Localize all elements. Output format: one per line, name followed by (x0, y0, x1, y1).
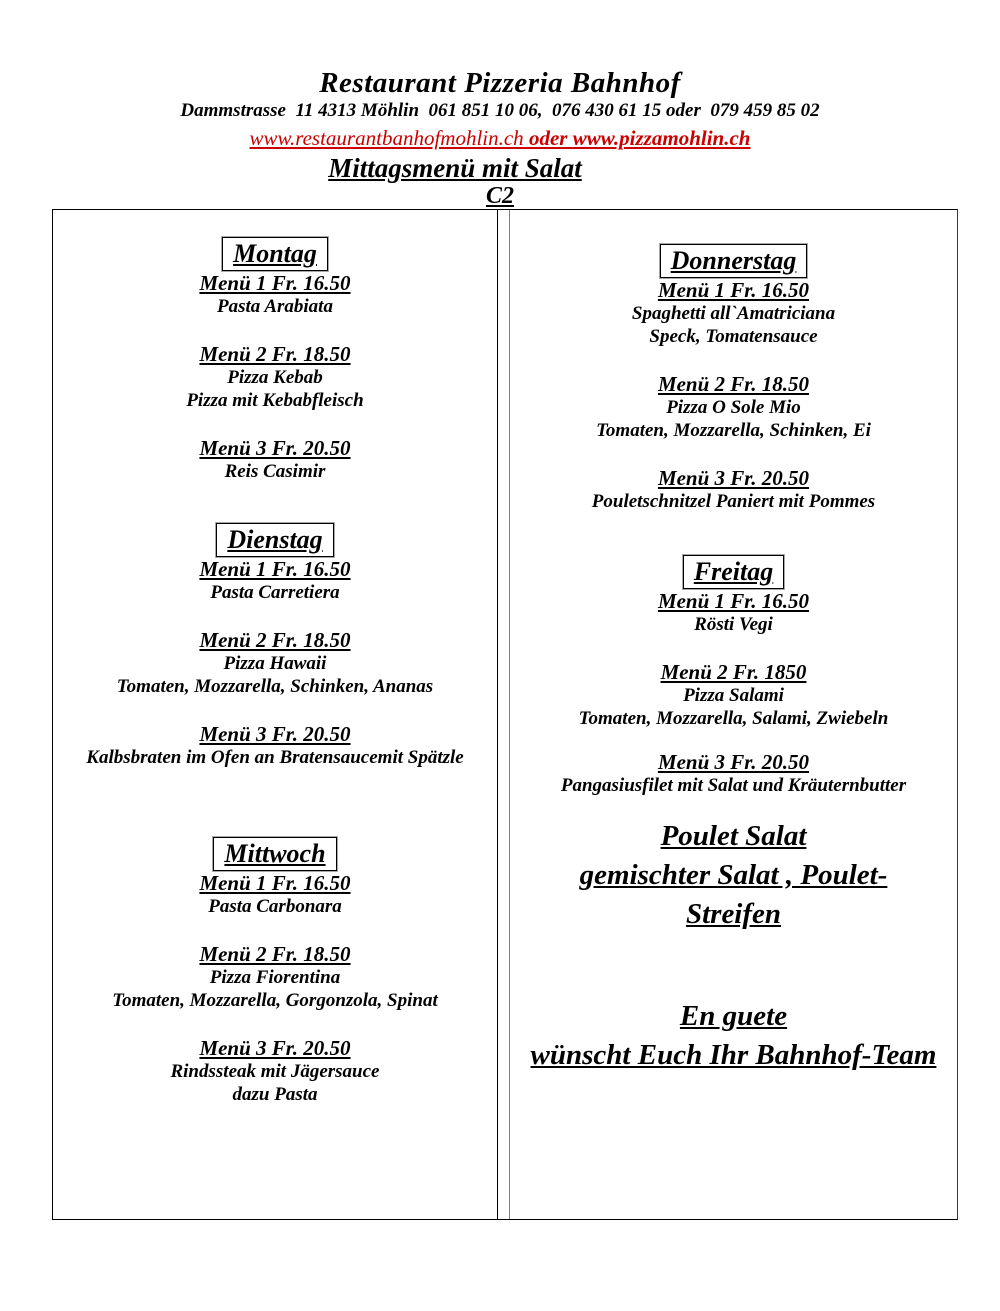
farewell-section (510, 997, 957, 1075)
menu-price-label: Menü 2 Fr. 18.50 (657, 372, 810, 396)
left-column (53, 210, 498, 1219)
dish-line: Tomaten, Mozzarella, Salami, Zwiebeln (578, 708, 889, 729)
farewell-greeting: En guete (679, 1000, 788, 1032)
day-heading-mittwoch: Mittwoch (213, 837, 336, 871)
menu-item (510, 589, 957, 636)
dish-line: Pizza Salami (683, 685, 784, 706)
poulet-salat-title: Poulet Salat (660, 820, 807, 852)
right-column (509, 210, 957, 1219)
menu-item (510, 660, 957, 730)
menu-code: C2 (485, 183, 514, 209)
dish-line: Kalbsbraten im Ofen an Bratensaucemit Spätzle (86, 747, 464, 768)
website-line (0, 124, 1000, 152)
menu-item (53, 628, 497, 698)
menu-price-label: Menü 3 Fr. 20.50 (657, 750, 810, 774)
day-section-freitag (510, 555, 957, 797)
dish-line: Pizza Hawaii (223, 653, 327, 674)
dish-line: Reis Casimir (224, 461, 326, 482)
poulet-salat-section (510, 817, 957, 934)
menu-item (510, 372, 957, 442)
dish-line: Pasta Carbonara (208, 896, 342, 917)
address-line: Dammstrasse 11 4313 Möhlin 061 851 10 06, 076 430 61 15 oder 079 459 85 02 (180, 100, 820, 121)
menu-price-label: Menü 1 Fr. 16.50 (199, 271, 351, 295)
day-section-donnerstag (510, 244, 957, 513)
menu-price-label: Menü 3 Fr. 20.50 (657, 466, 810, 490)
menu-price-label: Menü 2 Fr. 1850 (660, 660, 807, 684)
menu-price-label: Menü 2 Fr. 18.50 (199, 342, 351, 366)
day-heading-montag: Montag (222, 237, 328, 271)
dish-line: Rösti Vegi (694, 614, 773, 635)
menu-price-label: Menü 2 Fr. 18.50 (199, 942, 351, 966)
menu-price-label: Menü 3 Fr. 20.50 (199, 436, 351, 460)
menu-item (53, 1036, 497, 1106)
menu-price-label: Menü 3 Fr. 20.50 (199, 1036, 351, 1060)
menu-price-label: Menü 1 Fr. 16.50 (657, 278, 810, 302)
dish-line: Pizza Fiorentina (209, 967, 341, 988)
restaurant-title: Restaurant Pizzeria Bahnhof (319, 67, 681, 99)
dish-line: dazu Pasta (232, 1084, 318, 1105)
page-header (0, 0, 1000, 209)
farewell-signature: wünscht Euch Ihr Bahnhof-Team (530, 1039, 937, 1071)
website-link-2[interactable]: www.pizzamohlin.ch (572, 126, 751, 150)
website-link-1[interactable]: www.restaurantbanhofmohlin.ch (249, 126, 524, 150)
menu-item (510, 466, 957, 513)
dish-line: Pizza Kebab (227, 367, 323, 388)
poulet-salat-desc-line: gemischter Salat , Poulet- (579, 859, 888, 891)
menu-item (53, 436, 497, 483)
menu-item (510, 750, 957, 797)
day-section-mittwoch (53, 837, 497, 1106)
menu-price-label: Menü 1 Fr. 16.50 (657, 589, 810, 613)
dish-line: Tomaten, Mozzarella, Schinken, Ei (596, 420, 871, 441)
poulet-salat-desc-line: Streifen (685, 898, 782, 930)
dish-line: Pasta Arabiata (217, 296, 333, 317)
menu-price-label: Menü 2 Fr. 18.50 (199, 628, 351, 652)
menu-item (53, 722, 497, 769)
dish-line: Speck, Tomatensauce (649, 326, 818, 347)
day-section-dienstag (53, 523, 497, 769)
menu-price-label: Menü 1 Fr. 16.50 (199, 557, 351, 581)
menu-item (510, 278, 957, 348)
day-heading-donnerstag: Donnerstag (660, 244, 808, 278)
dish-line: Spaghetti all`Amatriciana (631, 303, 836, 324)
day-heading-dienstag: Dienstag (216, 523, 333, 557)
day-section-montag (53, 237, 497, 483)
dish-line: Tomaten, Mozzarella, Gorgonzola, Spinat (112, 990, 438, 1011)
menu-item (53, 871, 497, 918)
dish-line: Pizza mit Kebabfleisch (186, 390, 364, 411)
dish-line: Pasta Carretiera (210, 582, 340, 603)
menu-item (53, 942, 497, 1012)
dish-line: Pizza O Sole Mio (666, 397, 801, 418)
menu-table (52, 209, 958, 1220)
website-separator: oder (523, 126, 573, 150)
menu-subtitle: Mittagsmenü mit Salat (328, 153, 582, 183)
menu-item (53, 342, 497, 412)
dish-line: Pangasiusfilet mit Salat und Kräuternbutter (560, 775, 907, 796)
day-heading-freitag: Freitag (683, 555, 784, 589)
menu-item (53, 557, 497, 604)
menu-item (53, 271, 497, 318)
dish-line: Tomaten, Mozzarella, Schinken, Ananas (116, 676, 434, 697)
menu-price-label: Menü 1 Fr. 16.50 (199, 871, 351, 895)
menu-price-label: Menü 3 Fr. 20.50 (199, 722, 351, 746)
dish-line: Pouletschnitzel Paniert mit Pommes (591, 491, 876, 512)
dish-line: Rindssteak mit Jägersauce (170, 1061, 380, 1082)
